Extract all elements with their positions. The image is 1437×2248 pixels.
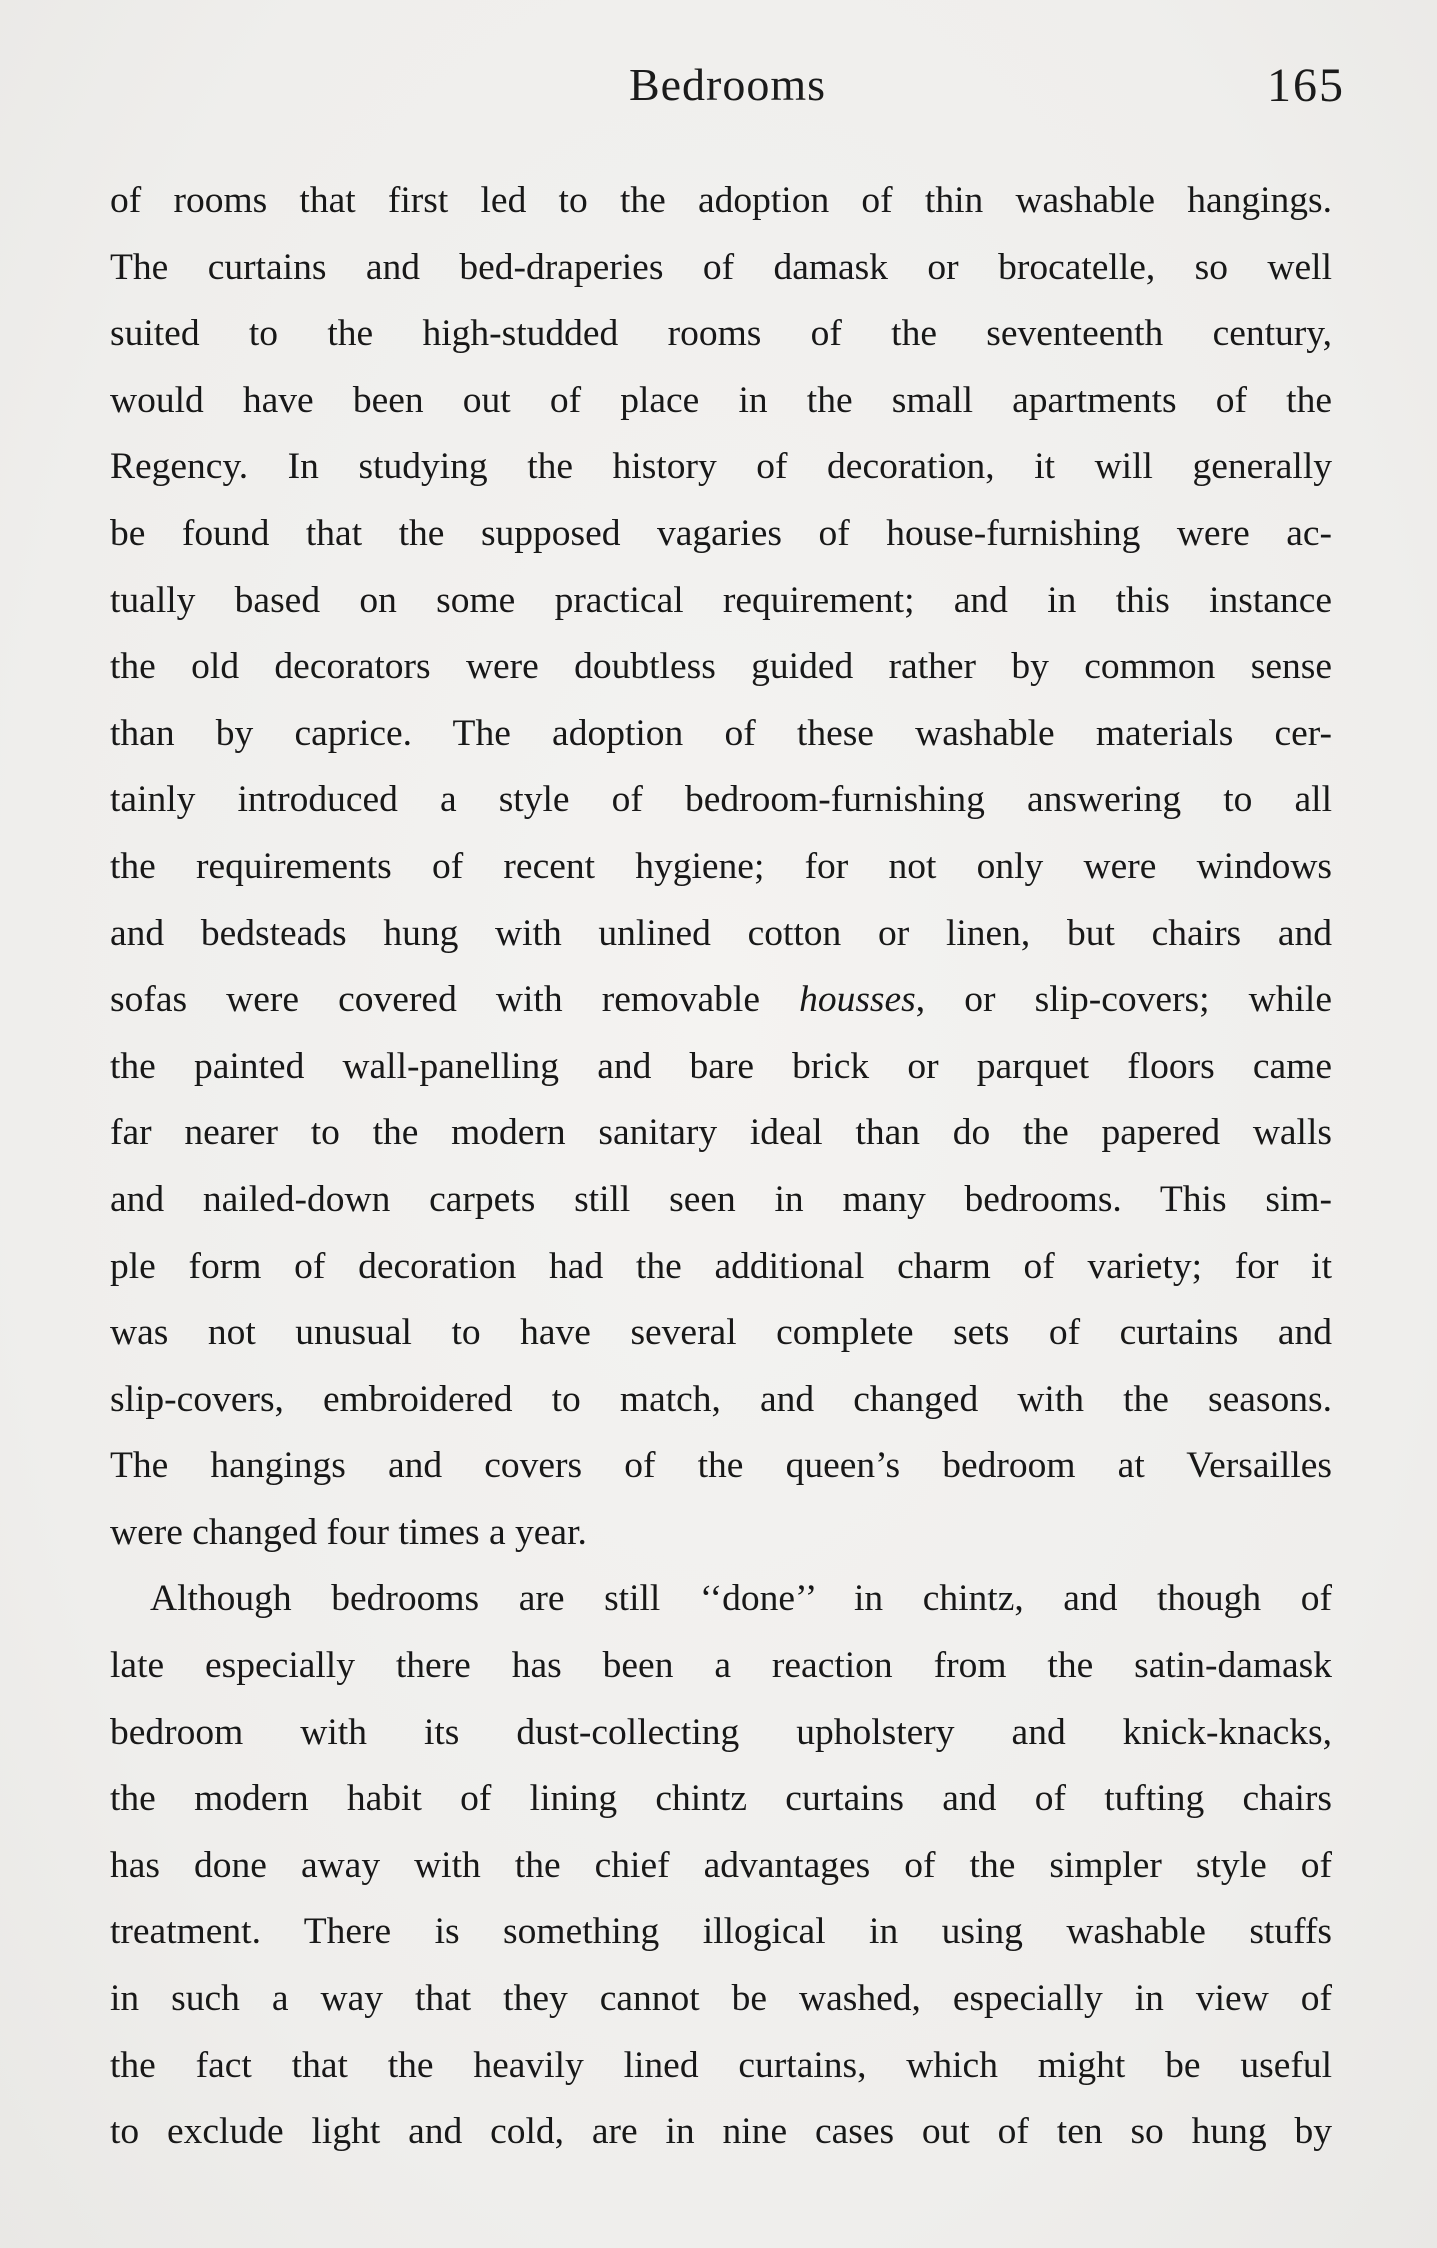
- text-line: The curtains and bed-draperies of damask or brocatelle, so well: [110, 246, 1332, 288]
- running-title: Bedrooms: [628, 59, 827, 110]
- text-fragment: , or slip-covers; while: [915, 979, 1332, 1021]
- text-fragment: sofas were covered with removable: [110, 979, 800, 1021]
- text-line: the requirements of recent hygiene; for not only were windows: [110, 845, 1332, 887]
- text-line: slip-covers, embroidered to match, and changed with the seasons.: [110, 1378, 1332, 1420]
- text-line: the old decorators were doubtless guided rather by common sense: [110, 646, 1332, 688]
- text-line: Although bedrooms are still ‘‘done’’ in chintz, and though of: [150, 1578, 1332, 1620]
- text-line: bedroom with its dust-collecting upholstery and knick-knacks,: [110, 1711, 1332, 1753]
- text-line: in such a way that they cannot be washed, especially in view of: [110, 1978, 1332, 2020]
- text-line: tually based on some practical requirement; and in this instance: [110, 579, 1332, 621]
- text-line: were changed four times a year.: [110, 1511, 587, 1553]
- text-line: suited to the high-studded rooms of the seventeenth century,: [110, 313, 1332, 355]
- text-line: and nailed-down carpets still seen in many bedrooms. This sim-: [110, 1178, 1332, 1220]
- text-line: The hangings and covers of the queen’s bedroom at Versailles: [110, 1445, 1332, 1487]
- page-header: [110, 58, 1345, 138]
- text-line: the fact that the heavily lined curtains, which might be useful: [110, 2044, 1332, 2086]
- text-line: would have been out of place in the small apartments of the: [110, 379, 1332, 421]
- text-line: Regency. In studying the history of decoration, it will generally: [110, 446, 1332, 488]
- text-line: was not unusual to have several complete sets of curtains and: [110, 1312, 1332, 1354]
- text-line: tainly introduced a style of bedroom-furnishing answering to all: [110, 779, 1332, 821]
- text-line: be found that the supposed vagaries of house-furnishing were ac-: [110, 512, 1332, 554]
- italic-word: housses: [799, 979, 916, 1021]
- text-line: the painted wall-panelling and bare brick or parquet floors came: [110, 1045, 1332, 1087]
- text-line: to exclude light and cold, are in nine cases out of ten so hung by: [110, 2111, 1332, 2153]
- text-line: [110, 967, 1332, 1034]
- text-line: far nearer to the modern sanitary ideal than do the papered walls: [110, 1112, 1332, 1154]
- text-line: than by caprice. The adoption of these washable materials cer-: [110, 712, 1332, 754]
- text-line: late especially there has been a reaction from the satin-damask: [110, 1645, 1332, 1687]
- text-line: ple form of decoration had the additional charm of variety; for it: [110, 1245, 1332, 1287]
- body-text: [110, 168, 1332, 2166]
- text-line: treatment. There is something illogical in using washable stuffs: [110, 1911, 1332, 1953]
- text-line: the modern habit of lining chintz curtains and of tufting chairs: [110, 1778, 1332, 1820]
- text-line: of rooms that first led to the adoption of thin washable hangings.: [110, 180, 1332, 221]
- text-line: has done away with the chief advantages of the simpler style of: [110, 1844, 1332, 1886]
- page-number: 165: [1267, 59, 1345, 112]
- text-line: and bedsteads hung with unlined cotton or linen, but chairs and: [110, 912, 1332, 954]
